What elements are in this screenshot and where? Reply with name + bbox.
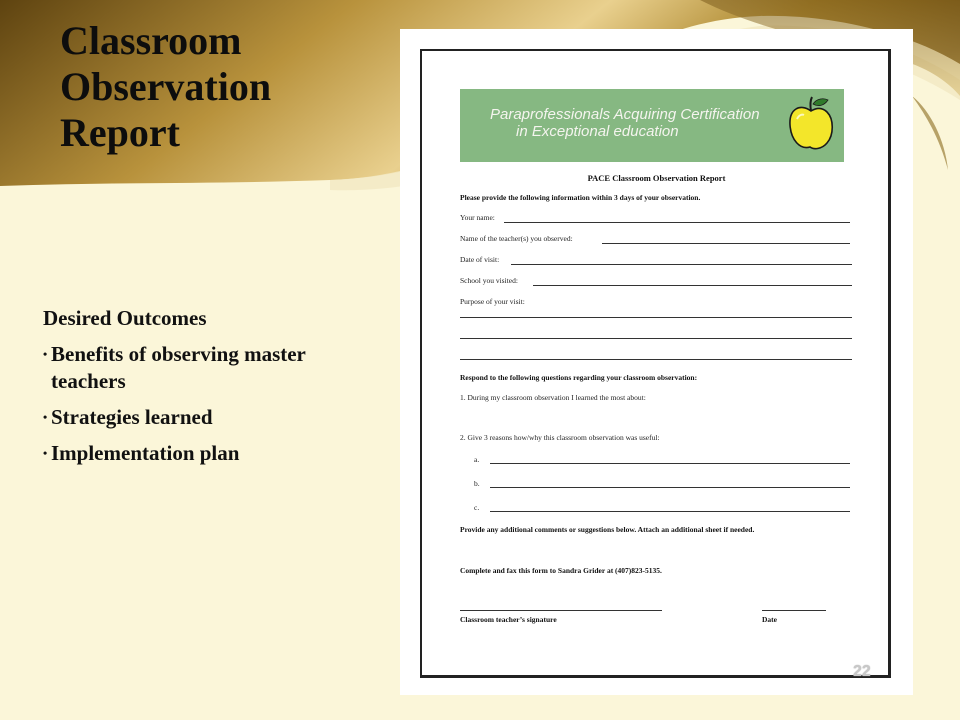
fill-line — [460, 338, 852, 339]
field-label: Your name: — [460, 213, 495, 222]
date-label: Date — [762, 615, 777, 624]
apple-icon — [786, 95, 836, 153]
signature-label: Classroom teacher’s signature — [460, 615, 557, 624]
fill-line — [533, 285, 852, 286]
date-line — [762, 610, 826, 611]
comments-instruction: Provide any additional comments or suggestions below. Attach an additional sheet if needed. — [460, 525, 755, 534]
fax-instruction: Complete and fax this form to Sandra Grider at (407)823-5135. — [460, 566, 662, 575]
field-label: Purpose of your visit: — [460, 297, 525, 306]
questions-heading: Respond to the following questions regarding your classroom observation: — [460, 373, 698, 382]
list-item — [43, 404, 363, 431]
fill-line — [511, 264, 852, 265]
fill-line — [490, 463, 850, 464]
fill-line — [490, 487, 850, 488]
bullet-text: Strategies learned — [51, 405, 213, 429]
question-2: 2. Give 3 reasons how/why this classroom observation was useful: — [460, 433, 660, 442]
desired-outcomes — [43, 305, 363, 476]
signature-line — [460, 610, 662, 611]
fill-line — [602, 243, 850, 244]
answer-letter: a. — [474, 455, 480, 464]
bullet-text: Implementation plan — [51, 441, 240, 465]
fill-line — [460, 359, 852, 360]
observation-form-image — [400, 29, 913, 695]
question-1: 1. During my classroom observation I learned the most about: — [460, 393, 646, 402]
banner-line-2: in Exceptional education — [516, 123, 679, 140]
form-instruction: Please provide the following information within 3 days of your observation. — [460, 193, 701, 202]
bullet-icon: • — [43, 446, 48, 460]
list-item — [43, 341, 363, 395]
outcomes-heading: Desired Outcomes — [43, 306, 207, 330]
list-item — [43, 440, 363, 467]
pace-banner — [460, 89, 844, 162]
fill-line — [504, 222, 850, 223]
answer-letter: b. — [474, 479, 480, 488]
fill-line — [460, 317, 852, 318]
form-title: PACE Classroom Observation Report — [587, 173, 726, 183]
field-label: School you visited: — [460, 276, 518, 285]
slide-title: Classroom Observation Report — [60, 18, 272, 155]
outcomes-list — [43, 341, 363, 467]
bullet-icon: • — [43, 347, 48, 361]
banner-text — [490, 106, 790, 140]
bullet-text: Benefits of observing master teachers — [51, 342, 306, 393]
banner-line-1: Paraprofessionals Acquiring Certification — [490, 106, 760, 123]
answer-letter: c. — [474, 503, 480, 512]
bullet-icon: • — [43, 410, 48, 424]
page-number: 22 — [853, 663, 871, 680]
field-label: Name of the teacher(s) you observed: — [460, 234, 573, 243]
fill-line — [490, 511, 850, 512]
field-label: Date of visit: — [460, 255, 500, 264]
